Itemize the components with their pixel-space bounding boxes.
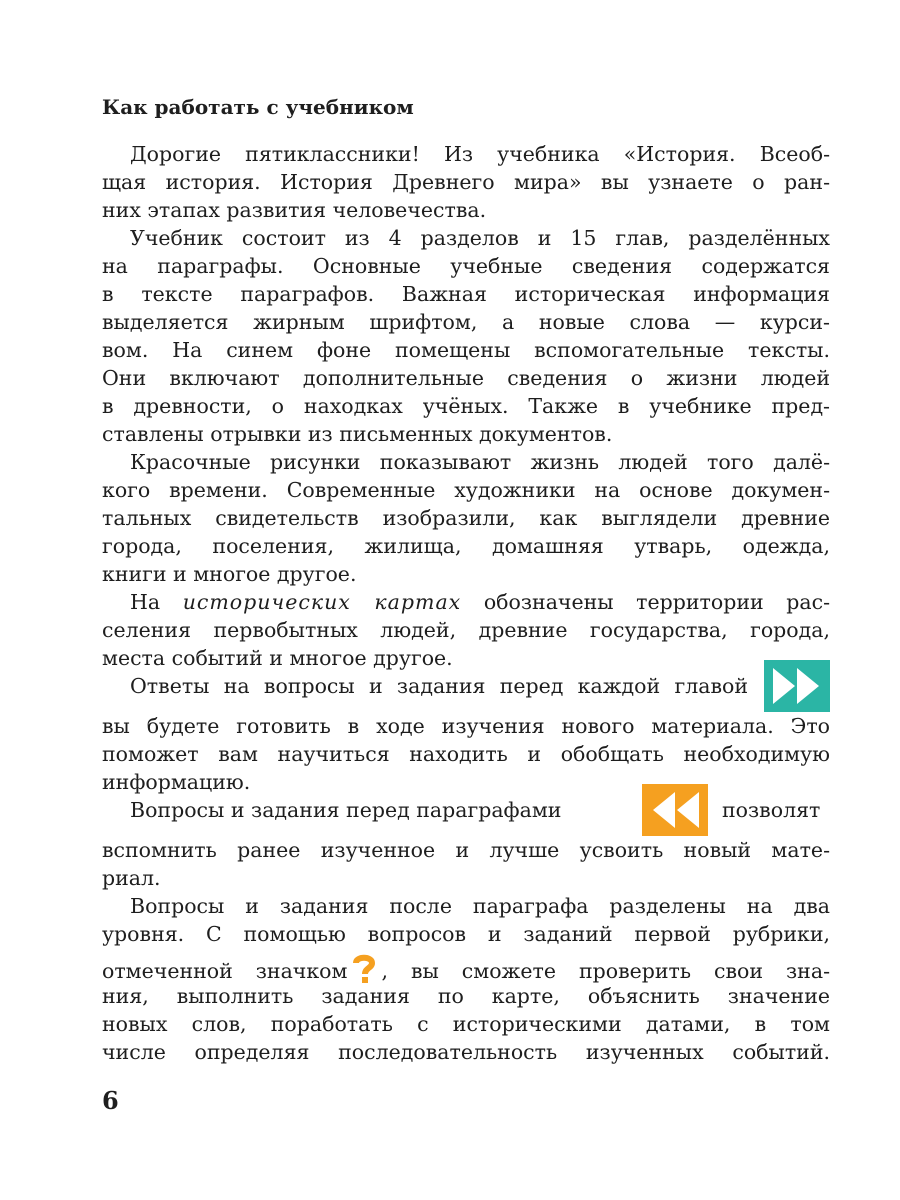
rewind-icon — [642, 784, 708, 836]
text-line: щая история. История Древнего мира» вы узнаете о ран- — [102, 170, 830, 194]
text-line: Ответы на вопросы и задания перед каждой главой — [130, 674, 748, 698]
text-fragment: , вы сможете проверить свои зна- — [381, 959, 830, 983]
text-line: информацию. — [102, 770, 251, 794]
text-line: в тексте параграфов. Важная историческая информация — [102, 282, 830, 306]
text-line: ставлены отрывки из письменных документов. — [102, 422, 613, 446]
text-line: новых слов, поработать с историческими датами, в том — [102, 1012, 830, 1036]
text-line: Красочные рисунки показывают жизнь людей того далё- — [130, 450, 830, 474]
text-line: города, поселения, жилища, домашняя утварь, одежда, — [102, 534, 830, 558]
text-line: выделяется жирным шрифтом, а новые слова — курси- — [102, 310, 830, 334]
text-line: Учебник состоит из 4 разделов и 15 глав, разделённых — [130, 226, 830, 250]
text-line: места событий и многое другое. — [102, 646, 453, 670]
text-line: кого времени. Современные художники на основе докумен- — [102, 478, 830, 502]
text-line: риал. — [102, 866, 161, 890]
text-line: вспомнить ранее изученное и лучше усвоить новый мате- — [102, 838, 830, 862]
text-line: уровня. С помощью вопросов и заданий первой рубрики, — [102, 922, 830, 946]
page-number: 6 — [102, 1086, 119, 1115]
text-line: на параграфы. Основные учебные сведения содержатся — [102, 254, 830, 278]
text-line: Дорогие пятиклассники! Из учебника «История. Всеоб- — [130, 142, 830, 166]
text-fragment: отмеченной значком — [102, 959, 348, 983]
section-heading: Как работать с учебником — [102, 95, 414, 119]
text-line: вы будете готовить в ходе изучения нового материала. Это — [102, 714, 830, 738]
question-mark-icon — [349, 954, 379, 982]
text-line: ния, выполнить задания по карте, объяснить значение — [102, 984, 830, 1008]
text-line — [130, 588, 830, 616]
text-fragment: На — [130, 590, 183, 614]
text-line — [102, 954, 830, 982]
text-line: поможет вам научиться находить и обобщать необходимую — [102, 742, 830, 766]
text-line: тальных свидетельств изобразили, как выглядели древние — [102, 506, 830, 530]
text-line: книги и многое другое. — [102, 562, 357, 586]
text-fragment: обозначены территории рас- — [461, 590, 831, 614]
text-line: Они включают дополнительные сведения о жизни людей — [102, 366, 830, 390]
text-line: них этапах развития человечества. — [102, 198, 487, 222]
text-line: вом. На синем фоне помещены вспомогательные тексты. — [102, 338, 830, 362]
text-line: в древности, о находках учёных. Также в учебнике пред- — [102, 394, 830, 418]
text-line: числе определяя последовательность изученных событий. — [102, 1040, 830, 1064]
fast-forward-icon — [764, 660, 830, 712]
text-line: селения первобытных людей, древние государства, города, — [102, 618, 830, 642]
italic-term: исторических картах — [182, 590, 462, 614]
text-line: Вопросы и задания перед параграфами — [130, 798, 562, 822]
text-line: позволят — [722, 798, 821, 822]
text-line: Вопросы и задания после параграфа разделены на два — [130, 894, 830, 918]
